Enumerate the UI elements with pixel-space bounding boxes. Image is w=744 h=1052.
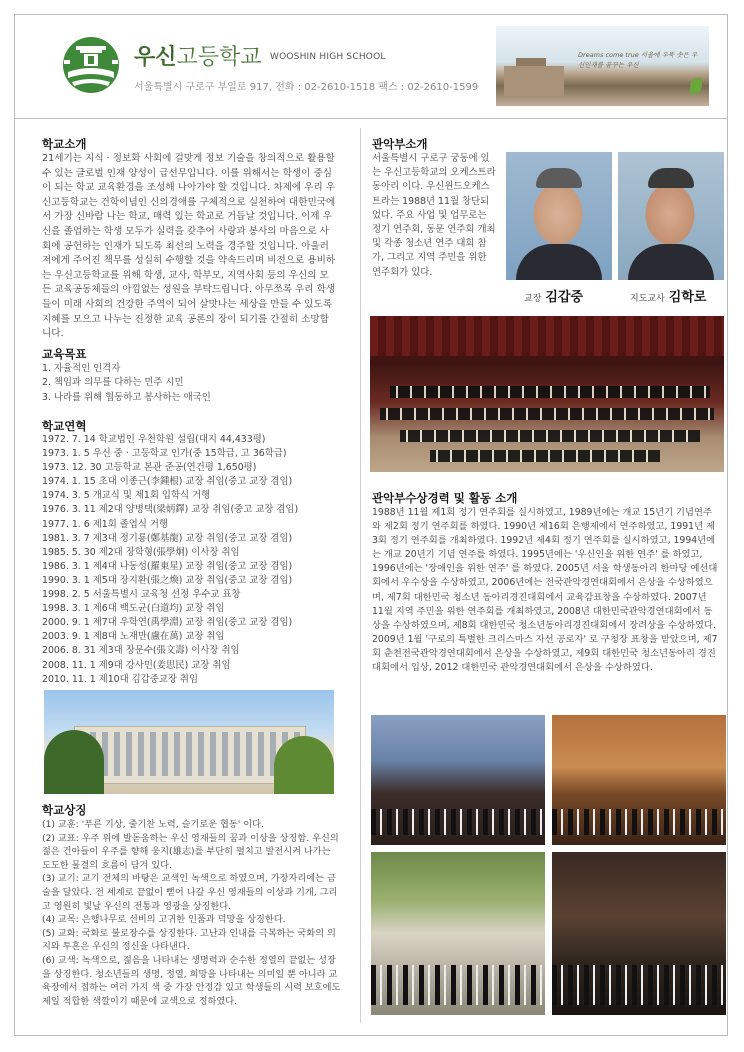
- list-item: 2000. 9. 1 제7대 우학연(禹學淵) 교장 취임(중고 교장 겸임): [42, 617, 293, 629]
- director-portrait: [618, 152, 724, 280]
- intro-text: 21세기는 지식 · 정보화 사회에 걸맞게 정보 기술을 창의적으로 활용할 수 있는 글로벌 인재 양성이 급선무입니다. 이를 위해서는 학생이 중심이 되는 학교 교육환경을 조성해 나아가야 할 것입니다. 차제에 우리 우신고등학교는 건학이념인 신의경애를 구체적으로 실천하여 대한민국에서 가장 신바람 나는 학교, 매력 있는 학교로 거듭날 것입니다. 이제 우신을 졸업하는 학생 모두가 실력을 갖추어 사랑과 봉사의 마음으로 사회에 공헌하는 인재가 되도록 최선의 노력을 경주할 것입니다. 아울러 저에게 주어진 책무를 성실히 수행할 것을 약속드리며 비전으로 용비하는 우신고등학교를 위해 학생, 교사, 학부모, 지역사회 등의 우신의 모든 교육공동체들의 아낌없는 성원을 부탁드립니다. 아무쪼록 우리 학생들이 미래 사회의 건강한 주역이 되어 살맛나는 세상을 만들 수 있도록 지혜를 모으고 나누는 진정한 교육 공론의 장이 되기를 간절히 소망합니다.: [42, 153, 336, 340]
- list-item: 2008. 11. 1 제9대 강사민(姜思民) 교장 취임: [42, 659, 231, 671]
- header-slogan: Dreams come true 서울에 우뚝 솟은 우신인재를 꿈꾸는 우신: [578, 51, 698, 69]
- list-item: 1976. 3. 11 제2대 양병택(梁炳鐸) 교장 취임(중고 교장 겸임): [42, 504, 299, 516]
- principal-name: 김갑중: [545, 290, 584, 305]
- history-list: [42, 433, 298, 687]
- list-item: 1972. 7. 14 학교법인 우천학원 설립(대지 44,433평): [42, 434, 266, 445]
- orchestra-text: 서울특별시 구로구 궁동에 있는 우신고등학교의 오케스트라 동아리 이다. 우신윈드오케스트라는 1988년 11월 창단되었다. 주요 사업 및 업무로는 정기 연주회, 동문 연주회 개최 및 각종 청소년 연주 대회 참가, 그리고 지역 주민을 위한 연주회가 있다.: [372, 153, 496, 278]
- principal-portrait: [506, 152, 612, 280]
- awards-heading: 관악부수상경력 및 활동 소개: [372, 491, 518, 505]
- list-item: 2010. 11. 1 제10대 김갑중교장 취임: [42, 673, 199, 685]
- list-item: 1974. 1. 15 초대 이종근(李鍾根) 교장 취임(중고 교장 겸임): [42, 476, 293, 488]
- principal-caption: 교장 김갑중: [524, 290, 584, 305]
- list-item: 1998. 2. 5 서울특별시 교육청 선정 우수교 표창: [42, 589, 241, 601]
- list-item: 1974. 3. 5 개교식 및 제1회 입학식 거행: [42, 490, 211, 502]
- list-item: 1990. 3. 1 제5대 장지환(張之煥) 교장 취임(중고 교장 겸임): [42, 574, 293, 586]
- list-item: 2. 책임과 의무를 다하는 민주 시민: [42, 377, 184, 389]
- school-name: 우신고등학교: [134, 45, 262, 70]
- list-item: 1973. 12. 30 고등학교 본관 준공(연건평 1,650평): [42, 462, 257, 474]
- header-campus-photo: [496, 26, 709, 106]
- list-item: 1973. 1. 5 우신 중 · 고등학교 인가(중 15학급, 고 36학급): [42, 448, 287, 460]
- column-divider: [360, 128, 361, 1023]
- list-item: 1986. 3. 1 제4대 나동성(羅東星) 교장 취임(중고 교장 겸임): [42, 560, 293, 572]
- list-item: 1981. 3. 7 제3대 정기룡(鄭基龍) 교장 취임(중고 교장 겸임): [42, 532, 293, 544]
- band-rehearsal-photo: [552, 715, 726, 845]
- stage-performance-photo: [552, 852, 726, 1015]
- orchestra-heading: 관악부소개: [372, 137, 428, 151]
- list-item: (4) 교목: 은행나무로 선비의 고귀한 인품과 덕망을 상징한다.: [42, 914, 286, 926]
- outdoor-performance-photo: [371, 852, 545, 1015]
- list-item: 1977. 1. 6 제1회 졸업식 거행: [42, 518, 169, 530]
- symbols-list: [42, 818, 342, 1008]
- list-item: 1. 자율적인 인격자: [42, 363, 121, 374]
- goals-heading: 교육목표: [42, 347, 87, 361]
- list-item: (3) 교기: 교기 전체의 바탕은 교색인 녹색으로 하였으며, 가장자리에는 금술을 달았다. 전 세계로 끝없이 뻗어 나갈 우신 영재들의 이상과 기개, 그리고 영원히 빛날 우신의 전통과 영광을 상징한다.: [42, 873, 338, 912]
- intro-heading: 학교소개: [42, 137, 87, 151]
- school-name-english: WOOSHIN HIGH SCHOOL: [270, 52, 386, 62]
- director-name: 김학로: [668, 290, 707, 305]
- header-divider: [14, 118, 728, 119]
- list-item: (5) 교화: 국화로 불로장수를 상징한다. 고난과 인내를 극복하는 국화의 의지와 투혼은 우신의 정신을 나타낸다.: [42, 927, 336, 953]
- concert-hall-photo: [371, 715, 545, 845]
- list-item: 3. 나라를 위해 협동하고 봉사하는 애국인: [42, 391, 211, 403]
- director-caption: 지도교사 김학로: [630, 290, 707, 305]
- wind-orchestra-photo: [370, 316, 724, 472]
- list-item: (2) 교표: 우주 위에 발돋움하는 우신 영재들의 꿈과 이상을 상징함. 우신의 젊은 건아들이 우주를 향해 웅지(雄志)를 부단히 펼치고 발전시켜 나가는 도도한 물결의 흐름이 담겨 있다.: [42, 832, 339, 871]
- list-item: (6) 교색: 녹색으로, 젊음을 나타내는 생명력과 순수한 정열의 끝없는 성장을 상징한다. 청소년들의 생명, 정열, 희망을 나타내는 의미일 뿐 아니라 교육장에서 접하는 여러 가지 색 중 가장 안정감 있고 학생들의 시력 보호에도 제일 적합한 색깔이기 때문에 교색으로 정하였다.: [42, 954, 341, 1007]
- list-item: 1998. 3. 1 제6대 백도균(白道均) 교장 취임: [42, 603, 225, 615]
- list-item: (1) 교훈: '푸른 기상, 줄기찬 노력, 슬기로운 협동' 이다.: [42, 819, 264, 830]
- awards-text: 1988년 11월 제1회 정기 연주회를 실시하였고, 1989년에는 개교 15년기 기념연주와 제2회 정기 연주회를 하였다. 1990년 제16회 은행제에서 연주하였고, 1991년 제3회 정기 연주회를 개최하였다. 1992년 제4회 정기 연주회를 실시하였고, 1994년에는 개교 20년기 기념 연주를 하였다. 1995년에는 '우신인을 위한 연주' 를 하였고, 1996년에는 '장애인을 위한 연주' 를 하였다. 2005년 서울 학생동아리 한마당 예선대회에서 우수상을 수상하였고, 2006년에는 전국관악경연대회에서 은상을 수상하였으며, 제7회 대한민국 청소년 동아리경진대회에서 교육감표창을 수상하였다. 2007년 11월 지역 주민을 위한 연주회를 개최하였고, 2008년 대한민국관악경연대회에서 동상을 수상하였으며, 제8회 대한민국 청소년동아리경진대회에서 장려상을 수상하였다. 2009년 1월 '구로의 특별한 크리스마스 자선 공로자' 로 구청장 표창을 받았으며, 제7회 춘천전국관악경연대회에서 은상을 수상하였고, 제9회 대한민국 청소년동아리 경진대회에서 입상, 2012 대한민국 관악경연대회에서 은상을 수상하였다.: [372, 507, 718, 674]
- list-item: 2003. 9. 1 제8대 노재만(盧在萬) 교장 취임: [42, 631, 225, 643]
- list-item: 2006. 8. 31 제3대 장문수(張文壽) 이사장 취임: [42, 645, 240, 657]
- list-item: 1985. 5. 30 제2대 장학형(張學炯) 이사장 취임: [42, 546, 240, 558]
- symbols-heading: 학교상징: [42, 803, 87, 817]
- school-address: 서울특별시 구로구 부일로 917, 전화 : 02-2610-1518 팩스 : 02-2610-1599: [134, 82, 479, 93]
- school-emblem-icon: [62, 36, 120, 94]
- goals-list: [42, 362, 211, 405]
- school-building-photo: [44, 690, 334, 794]
- leaf-icon: [690, 78, 702, 94]
- history-heading: 학교연혁: [42, 419, 87, 433]
